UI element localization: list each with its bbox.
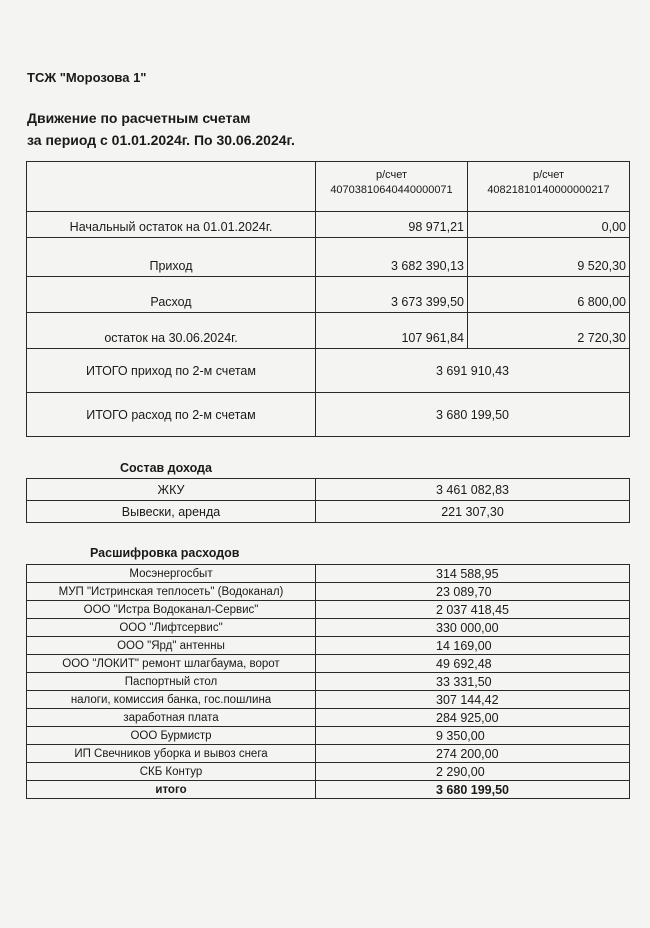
table-row [27,727,630,745]
expense-value: 14 169,00 [316,637,630,655]
total-income-value: 3 691 910,43 [316,349,630,393]
expense-label: налоги, комиссия банка, гос.пошлина [27,691,316,709]
row-label: Начальный остаток на 01.01.2024г. [27,212,316,238]
table-row [27,583,630,601]
expense-value: 284 925,00 [316,709,630,727]
expenses-section-title: Расшифровка расходов [90,546,240,560]
expense-label: Мосэнергосбыт [27,565,316,583]
expense-value: 49 692,48 [316,655,630,673]
row-label: Приход [27,238,316,277]
expenses-total-label: итого [27,781,316,799]
row-label: остаток на 30.06.2024г. [27,313,316,349]
expense-value: 2 037 418,45 [316,601,630,619]
expense-label: Паспортный стол [27,673,316,691]
expenses-total-value: 3 680 199,50 [316,781,630,799]
expenses-total-row [27,781,630,799]
table-row [27,709,630,727]
row-label: Расход [27,277,316,313]
total-row [27,393,630,437]
account-1-label: р/счет [375,169,408,181]
expense-label: ИП Свечников уборка и вывоз снега [27,745,316,763]
expense-value: 307 144,42 [316,691,630,709]
row-value-account-1: 3 673 399,50 [316,277,468,313]
expense-label: заработная плата [27,709,316,727]
table-row [27,745,630,763]
expenses-body [27,565,630,799]
accounts-movement-table [26,161,630,437]
table-row [27,313,630,349]
expense-value: 9 350,00 [316,727,630,745]
table-row [27,655,630,673]
row-value-account-2: 2 720,30 [468,313,630,349]
table-row [27,763,630,781]
expense-label: ООО "Лифтсервис" [27,619,316,637]
income-label: Вывески, аренда [27,501,316,523]
expense-label: ООО "ЛОКИТ" ремонт шлагбаума, ворот [27,655,316,673]
expense-value: 2 290,00 [316,763,630,781]
table-row [27,479,630,501]
organization-name: ТСЖ "Морозова 1" [27,70,147,85]
row-value-account-2: 6 800,00 [468,277,630,313]
expense-value: 330 000,00 [316,619,630,637]
total-row [27,349,630,393]
total-income-label: ИТОГО приход по 2-м счетам [27,349,316,393]
document-period: за период с 01.01.2024г. По 30.06.2024г. [27,132,295,148]
expense-label: ООО "Ярд" антенны [27,637,316,655]
total-expense-value: 3 680 199,50 [316,393,630,437]
table-row [27,212,630,238]
row-value-account-1: 3 682 390,13 [316,238,468,277]
income-section-title: Состав дохода [120,461,212,475]
expenses-table [26,564,630,799]
table-row [27,501,630,523]
expense-label: ООО "Истра Водоканал-Сервис" [27,601,316,619]
income-value: 221 307,30 [316,501,630,523]
empty-header-cell [27,162,316,212]
expense-value: 314 588,95 [316,565,630,583]
account-1-number: 40703810640440000071 [330,184,453,196]
table-row [27,673,630,691]
total-expense-label: ИТОГО расход по 2-м счетам [27,393,316,437]
expense-label: СКБ Контур [27,763,316,781]
row-value-account-1: 107 961,84 [316,313,468,349]
table-row [27,691,630,709]
account-1-header [316,162,468,212]
account-2-header [468,162,630,212]
account-2-number: 40821810140000000217 [487,184,610,196]
accounts-header-row [27,162,630,212]
table-row [27,619,630,637]
table-row [27,565,630,583]
expense-value: 23 089,70 [316,583,630,601]
income-label: ЖКУ [27,479,316,501]
row-value-account-1: 98 971,21 [316,212,468,238]
document-title: Движение по расчетным счетам [27,110,251,126]
row-value-account-2: 9 520,30 [468,238,630,277]
expense-label: ООО Бурмистр [27,727,316,745]
expense-value: 33 331,50 [316,673,630,691]
income-table [26,478,630,523]
expense-label: МУП "Истринская теплосеть" (Водоканал) [27,583,316,601]
account-2-label: р/счет [532,169,565,181]
table-row [27,238,630,277]
table-row [27,637,630,655]
row-value-account-2: 0,00 [468,212,630,238]
table-row [27,601,630,619]
expense-value: 274 200,00 [316,745,630,763]
table-row [27,277,630,313]
income-value: 3 461 082,83 [316,479,630,501]
